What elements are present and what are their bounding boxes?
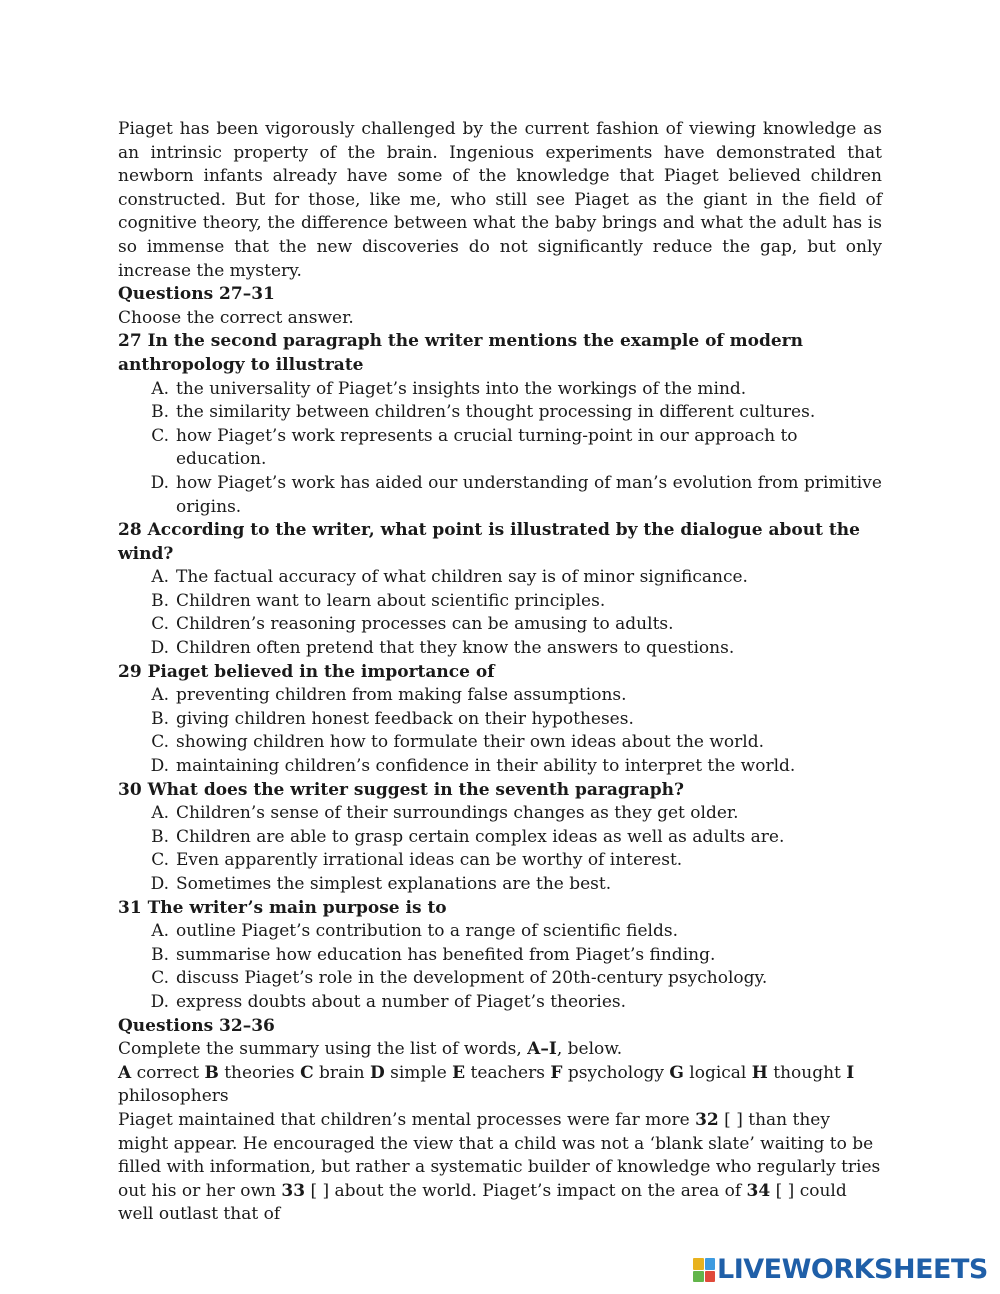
logo-square [705, 1258, 716, 1270]
answer-option-29-b[interactable] [118, 708, 882, 732]
option-text: The factual accuracy of what children say is of minor significance. [176, 567, 748, 588]
option-text: discuss Piaget’s role in the development of 20th-century psychology. [176, 968, 768, 989]
word-letter-d: D [369, 1062, 385, 1083]
question-prompt: 31 The writer’s main purpose is to [118, 897, 447, 918]
option-text: Children often pretend that they know the answers to questions. [176, 638, 735, 659]
option-letter: A. [151, 685, 169, 706]
option-letter: B. [151, 944, 169, 965]
word-b: theories [224, 1062, 295, 1083]
option-letter: C. [151, 614, 169, 635]
option-text: Children want to learn about scientific principles. [176, 590, 606, 611]
question-prompt: 27 In the second paragraph the writer mentions the example of modern anthropology to illustrate [118, 331, 803, 375]
section-instruction-27-31: Choose the correct answer. [118, 307, 354, 328]
option-letter: D. [150, 756, 169, 777]
option-text: preventing children from making false assumptions. [176, 685, 627, 706]
answer-option-30-c[interactable] [118, 849, 882, 873]
answer-option-27-b[interactable] [118, 401, 882, 425]
instruction-range: A–I [527, 1039, 557, 1060]
word-a: correct [136, 1062, 200, 1083]
summary-text: Piaget maintained that children’s mental processes were far more [118, 1109, 696, 1130]
word-letter-i: I [846, 1062, 855, 1083]
option-letter: A. [151, 567, 169, 588]
answer-option-27-c[interactable] [118, 425, 882, 472]
option-letter: B. [151, 590, 169, 611]
section-heading-27-31: Questions 27–31 [118, 284, 275, 305]
gap-blank-34[interactable]: [ ] [775, 1180, 795, 1201]
logo-text: LIVEWORKSHEETS [717, 1254, 988, 1285]
word-g: logical [689, 1062, 747, 1083]
gap-number-32: 32 [695, 1109, 719, 1130]
answer-option-31-b[interactable] [118, 944, 882, 968]
option-letter: A. [151, 921, 169, 942]
question-prompt: 28 According to the writer, what point is illustrated by the dialogue about the wind? [118, 520, 860, 564]
answer-option-30-d[interactable] [118, 873, 882, 897]
option-text: Children’s reasoning processes can be amusing to adults. [176, 614, 674, 635]
liveworksheets-logo [693, 1256, 988, 1284]
option-text: giving children honest feedback on their hypotheses. [176, 708, 634, 729]
answer-option-27-a[interactable] [118, 378, 882, 402]
option-text: express doubts about a number of Piaget’s theories. [176, 991, 627, 1012]
option-letter: C. [151, 850, 169, 871]
word-e: teachers [470, 1062, 545, 1083]
option-letter: B. [151, 708, 169, 729]
answer-option-31-c[interactable] [118, 967, 882, 991]
summary-text: could well outlast that of [118, 1180, 847, 1225]
option-letter: D. [150, 874, 169, 894]
word-letter-e: E [452, 1062, 466, 1083]
option-text: Even apparently irrational ideas can be worthy of interest. [176, 850, 683, 871]
answer-option-28-c[interactable] [118, 613, 882, 637]
option-text: Children’s sense of their surroundings changes as they get older. [176, 803, 739, 824]
gap-number-33: 33 [281, 1180, 306, 1201]
answer-options [118, 920, 882, 1014]
answer-option-29-d[interactable] [118, 755, 882, 779]
summary-text: than they might appear. He encouraged the view that a child was not a ‘blank slate’ waiting to be filled with information, but rather a systematic builder of knowledge who regularly tries out his or her own [118, 1109, 881, 1201]
word-letter-b: B [204, 1062, 219, 1083]
word-f: psychology [567, 1062, 664, 1083]
answer-option-27-d[interactable] [118, 472, 882, 519]
option-letter: C. [151, 425, 169, 446]
option-letter: B. [151, 402, 169, 423]
answer-option-30-b[interactable] [118, 826, 882, 850]
question-30 [118, 779, 882, 897]
option-text: outline Piaget’s contribution to a range of scientific fields. [176, 921, 678, 942]
question-prompt: 30 What does the writer suggest in the seventh paragraph? [118, 779, 684, 800]
word-c: brain [319, 1062, 365, 1083]
question-prompt: 29 Piaget believed in the importance of [118, 661, 495, 682]
question-27 [118, 330, 882, 519]
option-text: how Piaget’s work represents a crucial turning-point in our approach to education. [176, 425, 798, 470]
option-text: showing children how to formulate their own ideas about the world. [176, 732, 765, 753]
instruction-text-end: , below. [556, 1039, 623, 1060]
question-28 [118, 519, 882, 661]
logo-square [693, 1271, 704, 1283]
word-letter-c: C [300, 1062, 314, 1083]
instruction-text: Complete the summary using the list of words, [118, 1039, 528, 1060]
option-letter: D. [150, 638, 169, 659]
answer-option-28-a[interactable] [118, 566, 882, 590]
gap-blank-33[interactable]: [ ] [310, 1180, 330, 1201]
liveworksheets-logo-icon [693, 1258, 715, 1282]
intro-paragraph: Piaget has been vigorously challenged by the current fashion of viewing knowledge as an intrinsic property of the brain. Ingenious experiments have demonstrated that newborn infants already have some of the knowledge that Piaget believed children constructed. But for those, like me, who still see Piaget as the giant in the field of cognitive theory, the difference between what the baby brings and what the adult has is so immense that the new discoveries do not significantly reduce the gap, but only increase the mystery. [118, 119, 882, 281]
section-instruction-32-36 [118, 1038, 882, 1062]
option-text: how Piaget’s work has aided our understanding of man’s evolution from primitive origins. [176, 472, 882, 517]
word-d: simple [390, 1062, 447, 1083]
option-letter: C. [151, 732, 169, 753]
option-letter: B. [151, 826, 169, 847]
gap-blank-32[interactable]: [ ] [724, 1109, 743, 1130]
answer-options [118, 566, 882, 660]
word-list [118, 1062, 882, 1109]
option-letter: D. [150, 472, 169, 493]
word-letter-g: G [669, 1062, 684, 1083]
word-i: philosophers [118, 1086, 229, 1107]
option-letter: D. [150, 991, 169, 1012]
option-letter: C. [151, 968, 169, 989]
answer-option-30-a[interactable] [118, 802, 882, 826]
option-letter: A. [151, 803, 169, 824]
answer-options [118, 378, 882, 520]
word-h: thought [773, 1062, 841, 1083]
option-text: Sometimes the simplest explanations are the best. [176, 874, 612, 894]
option-text: maintaining children’s confidence in their ability to interpret the world. [176, 756, 796, 777]
answer-option-29-a[interactable] [118, 684, 882, 708]
answer-option-31-a[interactable] [118, 920, 882, 944]
answer-options [118, 802, 882, 896]
answer-option-28-d[interactable] [118, 637, 882, 661]
section-heading-32-36: Questions 32–36 [118, 1015, 275, 1036]
option-text: summarise how education has benefited from Piaget’s finding. [176, 944, 716, 965]
option-text: the universality of Piaget’s insights into the workings of the mind. [176, 378, 747, 399]
option-text: the similarity between children’s thought processing in different cultures. [176, 402, 816, 423]
answer-option-29-c[interactable] [118, 731, 882, 755]
option-text: Children are able to grasp certain complex ideas as well as adults are. [176, 826, 785, 847]
worksheet-page [118, 118, 882, 1227]
answer-options [118, 684, 882, 778]
option-letter: A. [151, 378, 169, 399]
summary-text: about the world. Piaget’s impact on the area of [329, 1180, 747, 1201]
question-29 [118, 661, 882, 779]
answer-option-28-b[interactable] [118, 590, 882, 614]
summary-paragraph [118, 1109, 882, 1227]
answer-option-31-d[interactable] [118, 991, 882, 1015]
logo-square [693, 1258, 704, 1270]
logo-square [705, 1271, 716, 1283]
word-letter-a: A [118, 1062, 132, 1083]
word-letter-h: H [751, 1062, 768, 1083]
question-31 [118, 897, 882, 1015]
gap-number-34: 34 [746, 1180, 771, 1201]
word-letter-f: F [550, 1062, 563, 1083]
